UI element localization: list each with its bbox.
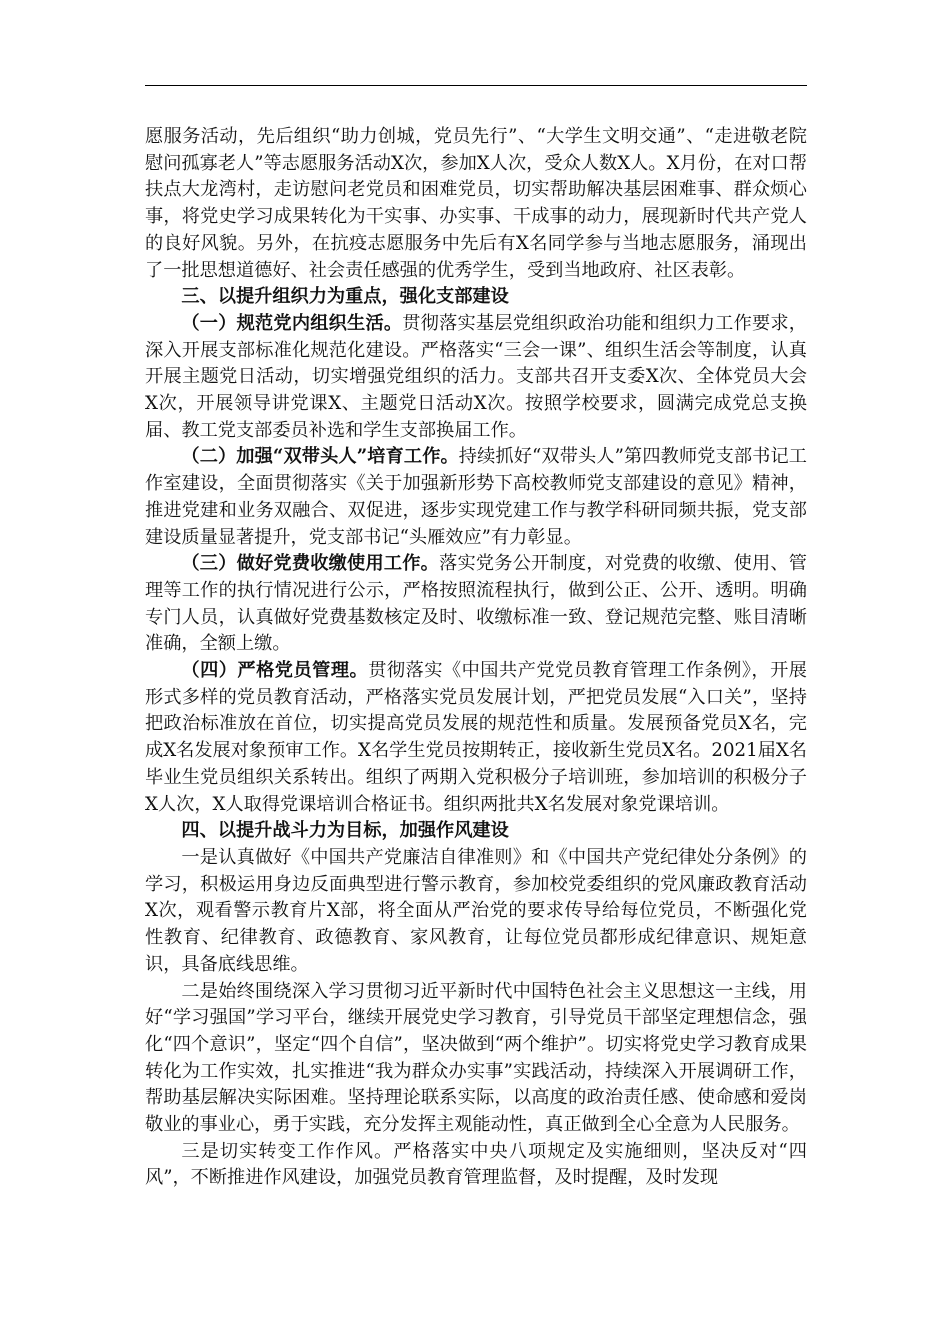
paragraph-text: 持续抓好“双带头人”第四教师党支部书记工作室建设，全面贯彻落实《关于加强新形势下高校教师党支部建设的意见》精神，推进党建和业务双融合、双促进，逐步实现党建工作与教学科研同频共振，党支部建设质量显著提升，党支部书记“头雁效应”有力彰显。 (145, 446, 807, 548)
paragraph-text: 三是切实转变工作作风。严格落实中央八项规定及实施细则，坚决反对“四风”，不断推进作风建设，加强党员教育管理监督，及时提醒，及时发现 (145, 1140, 807, 1189)
paragraph-member-management (145, 658, 807, 818)
paragraph-lead: （三）做好党费收缴使用工作。 (181, 553, 440, 575)
paragraph-point-one (145, 845, 807, 979)
header-rule (145, 85, 807, 86)
paragraph-text: 二是始终围绕深入学习贯彻习近平新时代中国特色社会主义思想这一主线，用好“学习强国”学习平台，继续开展党史学习教育，引导党员干部坚定理想信念，强化“四个意识”，坚定“四个自信”，坚决做到“两个维护”。切实将党史学习教育成果转化为工作实效，扎实推进“我为群众办实事”实践活动，持续深入开展调研工作，帮助基层解决实际困难。坚持理论联系实际，以高度的政治责任感、使命感和爱岗敬业的事业心，勇于实践，充分发挥主观能动性，真正做到全心全意为人民服务。 (145, 980, 807, 1136)
paragraph-party-dues (145, 551, 807, 658)
paragraph-text: 一是认真做好《中国共产党廉洁自律准则》和《中国共产党纪律处分条例》的学习，积极运用身边反面典型进行警示教育，参加校党委组织的党风廉政教育活动X次，观看警示教育片X部，将全面从严治党的要求传导给每位党员，不断强化党性教育、纪律教育、政德教育、家风教育，让每位党员都形成纪律意识、规矩意识，具备底线思维。 (145, 846, 807, 975)
paragraph-text: 愿服务活动，先后组织“助力创城，党员先行”、“大学生文明交通”、“走进敬老院慰问孤寡老人”等志愿服务活动X次，参加X人次，受众人数X人。X月份，在对口帮扶点大龙湾村，走访慰问老党员和困难党员，切实帮助解决基层困难事、群众烦心事，将党史学习成果转化为干实事、办实事、干成事的动力，展现新时代共产党人的良好风貌。另外，在抗疫志愿服务中先后有X名同学参与当地志愿服务，涌现出了一批思想道德好、社会责任感强的优秀学生，受到当地政府、社区表彰。 (145, 126, 807, 281)
paragraph-lead: （四）严格党员管理。 (181, 660, 369, 682)
paragraph-organization-life (145, 311, 807, 445)
section-heading-three: 三、以提升组织力为重点，强化支部建设 (181, 286, 509, 308)
section-heading-four: 四、以提升战斗力为目标，加强作风建设 (181, 820, 509, 842)
document-body (145, 124, 807, 1192)
paragraph-text: 落实党务公开制度，对党费的收缴、使用、管理等工作的执行情况进行公示，严格按照流程执行，做到公正、公开、透明。明确专门人员，认真做好党费基数核定及时、收缴标准一致、登记规范完整、账目清晰准确，全额上缴。 (145, 553, 807, 655)
paragraph-point-two (145, 979, 807, 1139)
paragraph-text: 贯彻落实基层党组织政治功能和组织力工作要求，深入开展支部标准化规范化建设。严格落实“三会一课”、组织生活会等制度，认真开展主题党日活动，切实增强党组织的活力。支部共召开支委X次、全体党员大会X次，开展领导讲党课X、主题党日活动X次。按照学校要求，圆满完成党总支换届、教工党支部委员补选和学生支部换届工作。 (145, 312, 807, 441)
paragraph-point-three (145, 1139, 807, 1192)
paragraph-double-leader (145, 444, 807, 551)
paragraph-lead: （二）加强“双带头人”培育工作。 (181, 446, 459, 468)
paragraph-lead: （一）规范党内组织生活。 (181, 312, 403, 334)
paragraph-text: 贯彻落实《中国共产党党员教育管理工作条例》，开展形式多样的党员教育活动，严格落实党员发展计划，严把党员发展“入口关”，坚持把政治标准放在首位，切实提高党员发展的规范性和质量。发展预备党员X名，完成X名发展对象预审工作。X名学生党员按期转正，接收新生党员X名。2021届X名毕业生党员组织关系转出。组织了两期入党积极分子培训班，参加培训的积极分子X人次，X人取得党课培训合格证书。组织两批共X名发展对象党课培训。 (145, 660, 807, 815)
paragraph-volunteer-continuation (145, 124, 807, 284)
